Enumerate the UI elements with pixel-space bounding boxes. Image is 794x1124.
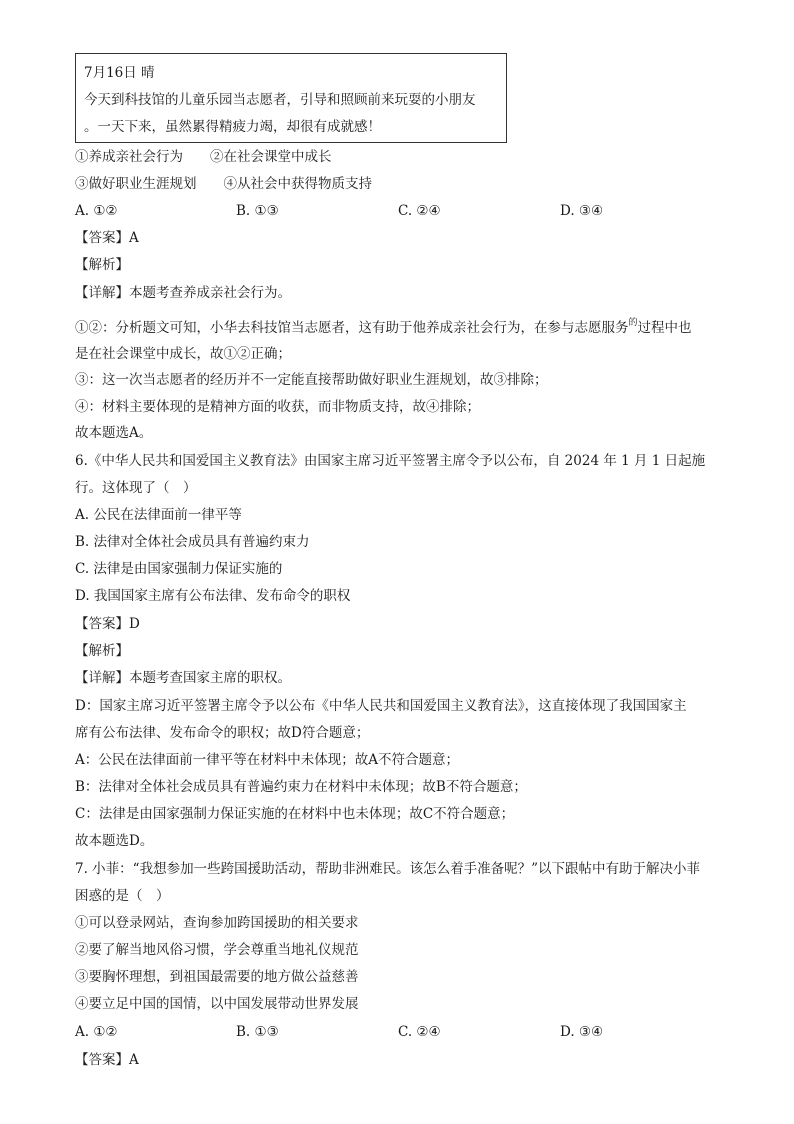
q7-option-d: D. ③④: [560, 1024, 604, 1040]
q5-statement-line: ①养成亲社会行为 ②在社会课堂中成长: [75, 149, 332, 165]
q6-detail: 【详解】本题考查国家主席的职权。: [75, 670, 291, 686]
diary-box: [75, 53, 507, 143]
q5-answer: 【答案】A: [75, 230, 139, 246]
q5-detail: 【详解】本题考查养成亲社会行为。: [75, 285, 291, 301]
q7-statement: ②要了解当地风俗习惯，学会尊重当地礼仪规范: [75, 942, 359, 958]
q7-option-a: A. ①②: [75, 1024, 118, 1040]
q7-statement: ①可以登录网站，查询参加跨国援助的相关要求: [75, 915, 359, 931]
q6-option-a: A. 公民在法律面前一律平等: [75, 507, 242, 523]
q6-explanation-line: D：国家主席习近平签署主席令予以公布《中华人民共和国爱国主义教育法》，这直接体现了我国国家主: [75, 698, 687, 714]
q5-statement-line: ③做好职业生涯规划 ④从社会中获得物质支持: [75, 176, 372, 192]
q6-analysis-label: 【解析】: [75, 643, 129, 659]
q5-explanation-line: ④：材料主要体现的是精神方面的收获，而非物质支持，故④排除；: [75, 399, 480, 415]
q7-option-c: C. ②④: [398, 1024, 441, 1040]
diary-text-line: 今天到科技馆的儿童乐园当志愿者，引导和照顾前来玩耍的小朋友: [84, 92, 476, 108]
q5-option-d: D. ③④: [560, 203, 604, 219]
diary-date: 7月16日 晴: [84, 65, 155, 81]
q6-explanation-line: 席有公布法律、发布命令的职权；故D符合题意；: [75, 725, 370, 741]
q5-conclusion: 故本题选A。: [75, 425, 153, 441]
q7-statement: ④要立足中国的国情，以中国发展带动世界发展: [75, 996, 359, 1012]
q6-answer: 【答案】D: [75, 616, 140, 632]
q5-option-c: C. ②④: [398, 203, 441, 219]
q5-explanation-line: ③：这一次当志愿者的经历并不一定能直接帮助做好职业生涯规划，故③排除；: [75, 372, 548, 388]
q6-stem-line: 6.《中华人民共和国爱国主义教育法》由国家主席习近平签署主席令予以公布，自 2024 年 1 月 1 日起施: [75, 453, 706, 469]
q5-option-b: B. ①③: [236, 203, 279, 219]
q7-stem-line: 7. 小菲：“我想参加一些跨国援助活动，帮助非洲难民。该怎么着手准备呢？”以下跟帖中有助于解决小菲: [75, 861, 700, 877]
q6-option-b: B. 法律对全体社会成员具有普遍约束力: [75, 534, 310, 550]
q6-conclusion: 故本题选D。: [75, 833, 154, 849]
q5-option-a: A. ①②: [75, 203, 118, 219]
q7-answer: 【答案】A: [75, 1052, 139, 1068]
q5-analysis-label: 【解析】: [75, 257, 129, 273]
diary-text-line: 。一天下来，虽然累得精疲力竭，却很有成就感！: [84, 119, 381, 135]
q6-option-c: C. 法律是由国家强制力保证实施的: [75, 561, 283, 577]
q7-statement: ③要胸怀理想，到祖国最需要的地方做公益慈善: [75, 969, 359, 985]
q5-explanation-line: 是在社会课堂中成长，故①②正确；: [75, 346, 291, 362]
q6-option-d: D. 我国国家主席有公布法律、发布命令的职权: [75, 588, 351, 604]
q6-stem-line: 行。这体现了（ ）: [75, 480, 197, 496]
q6-explanation-line: C：法律是由国家强制力保证实施的在材料中也未体现；故C不符合题意；: [75, 806, 515, 822]
q6-explanation-line: B：法律对全体社会成员具有普遍约束力在材料中未体现；故B不符合题意；: [75, 779, 527, 795]
q6-explanation-line: A：公民在法律面前一律平等在材料中未体现；故A不符合题意；: [75, 752, 459, 768]
q5-explanation-line: ①②：分析题文可知，小华去科技馆当志愿者，这有助于他养成亲社会行为，在参与志愿服务$^的$过程中也: [75, 318, 692, 336]
q7-stem-line: 困惑的是（ ）: [75, 888, 170, 904]
q7-option-b: B. ①③: [236, 1024, 279, 1040]
